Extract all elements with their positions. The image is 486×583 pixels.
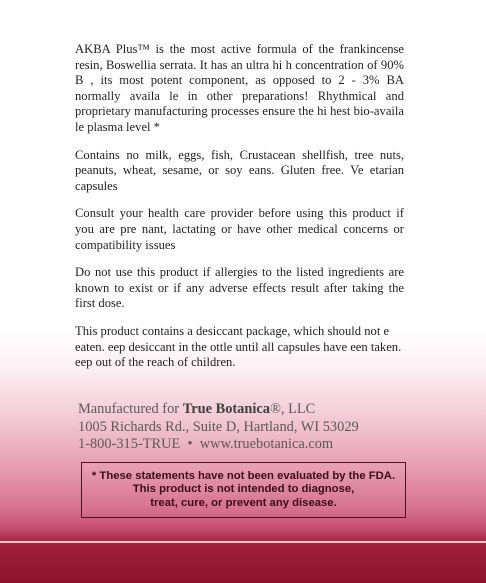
- product-description-paragraph: AKBA Plus™ is the most active formula of the frankincense resin, Boswellia serrata. It has an ultra hi h concentration of 90% B , its most potent component, as opposed to 2 - 3% BA normally availa le in other preparations! Rhythmical and proprietary manufacturing processes ensure the hi hest bio-availa le plasma level *: [75, 42, 404, 134]
- footer-color-band: [0, 543, 486, 583]
- manufacturer-prefix: Manufactured for: [78, 401, 183, 417]
- manufacturer-line: [78, 401, 418, 419]
- allergen-statement-paragraph: Contains no milk, eggs, fish, Crustacean shellfish, tree nuts, peanuts, wheat, sesame, or soy eans. Gluten free. Ve etarian capsules: [75, 147, 404, 193]
- fda-disclaimer-box: [81, 462, 406, 518]
- allergy-warning-paragraph: Do not use this product if allergies to the listed ingredients are known to exist or if any adverse effects result after taking the first dose.: [75, 265, 404, 311]
- fda-disclaimer-line-2: This product is not intended to diagnose,: [132, 483, 355, 496]
- manufacturer-contact: [78, 436, 418, 454]
- bullet-separator: •: [187, 436, 193, 452]
- brand-name: True Botanica: [182, 401, 270, 417]
- website-url: www.truebotanica.com: [199, 436, 334, 452]
- fda-disclaimer-line-1: * These statements have not been evaluated by the FDA.: [91, 469, 396, 482]
- label-text-column: [75, 42, 404, 383]
- manufacturer-info: [78, 401, 418, 454]
- manufacturer-suffix: ®, LLC: [269, 401, 316, 417]
- fda-disclaimer-line-3: treat, cure, or prevent any disease.: [150, 496, 337, 509]
- phone-number: 1-800-315-TRUE: [78, 436, 181, 452]
- manufacturer-address: 1005 Richards Rd., Suite D, Hartland, WI 53029: [78, 418, 359, 435]
- consult-warning-paragraph: Consult your health care provider before using this product if you are pre nant, lactating or have other medical concerns or compatibility issues: [75, 206, 404, 252]
- desiccant-warning-paragraph: This product contains a desiccant package, which should not e eaten. eep desiccant in the ottle until all capsules have een taken. eep out of the reach of children.: [75, 323, 402, 370]
